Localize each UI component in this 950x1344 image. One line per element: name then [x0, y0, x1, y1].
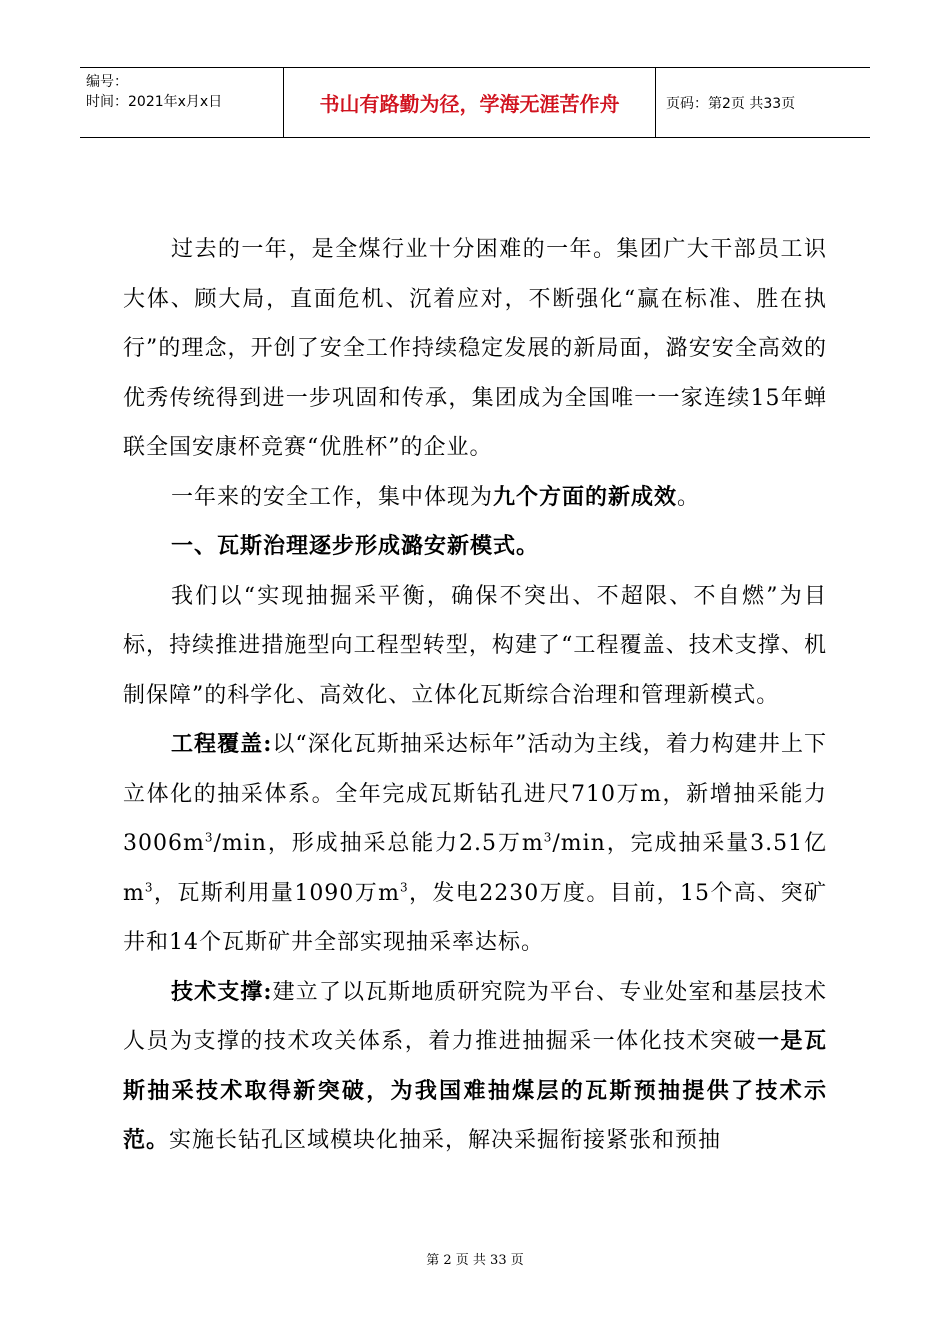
- paragraph-intro: 过去的一年，是全煤行业十分困难的一年。集团广大干部员工识大体、顾大局，直面危机、沉着应对，不断强化“赢在标准、胜在执行”的理念，开创了安全工作持续稳定发展的新局面，潞安安全高效的优秀传统得到进一步巩固和传承，集团成为全国唯一一家连续15年蝉联全国安康杯竞赛“优胜杯”的企业。: [123, 237, 827, 460]
- technology-label: 技术支撑:: [171, 978, 273, 1005]
- header-time: 时间：2021年x月x日: [86, 94, 223, 110]
- paragraph-engineering: 工程覆盖:以“深化瓦斯抽采达标年”活动为主线，着力构建井上下立体化的抽采体系。全年完成瓦斯钻孔进尺710万m，新增抽采能力$3006m^3/\min$，形成抽采总能力2.5万$m^3/\min$，完成抽采量3.51亿$m^3$，瓦斯利用量1090万$m^3$，发电2230万度。目前，15个高、突矿井和14个瓦斯矿井全部实现抽采率达标。: [123, 731, 828, 955]
- document-body: [123, 225, 827, 1166]
- paragraph-summary: 一年来的安全工作，集中体现为九个方面的新成效。: [171, 483, 701, 510]
- page-header: [80, 67, 870, 138]
- header-page-info: 页码：第2页 共33页: [666, 95, 796, 112]
- section-heading-1: 一、瓦斯治理逐步形成潞安新模式。: [171, 533, 540, 559]
- page-footer: 第 2 页 共 33 页: [426, 1253, 524, 1268]
- summary-highlight: 九个方面的新成效: [493, 483, 678, 510]
- header-number: 编号：: [86, 74, 128, 90]
- paragraph-technology: 技术支撑:建立了以瓦斯地质研究院为平台、专业处室和基层技术人员为支撑的技术攻关体系，着力推进抽掘采一体化技术突破一是瓦斯抽采技术取得新突破，为我国难抽煤层的瓦斯预抽提供了技术示范。实施长钻孔区域模块化抽采，解决采掘衔接紧张和预抽: [123, 978, 827, 1153]
- paragraph-model: 我们以“实现抽掘采平衡，确保不突出、不超限、不自燃”为目标，持续推进措施型向工程型转型，构建了“工程覆盖、技术支撑、机制保障”的科学化、高效化、立体化瓦斯综合治理和管理新模式。: [123, 583, 827, 708]
- engineering-label: 工程覆盖:: [171, 731, 273, 757]
- technology-highlight: 一是瓦斯抽采技术取得新突破，为我国难抽煤层的瓦斯预抽提供了技术示范。: [123, 1028, 827, 1153]
- header-motto: 书山有路勤为径，学海无涯苦作舟: [284, 68, 656, 137]
- header-meta: [80, 68, 284, 137]
